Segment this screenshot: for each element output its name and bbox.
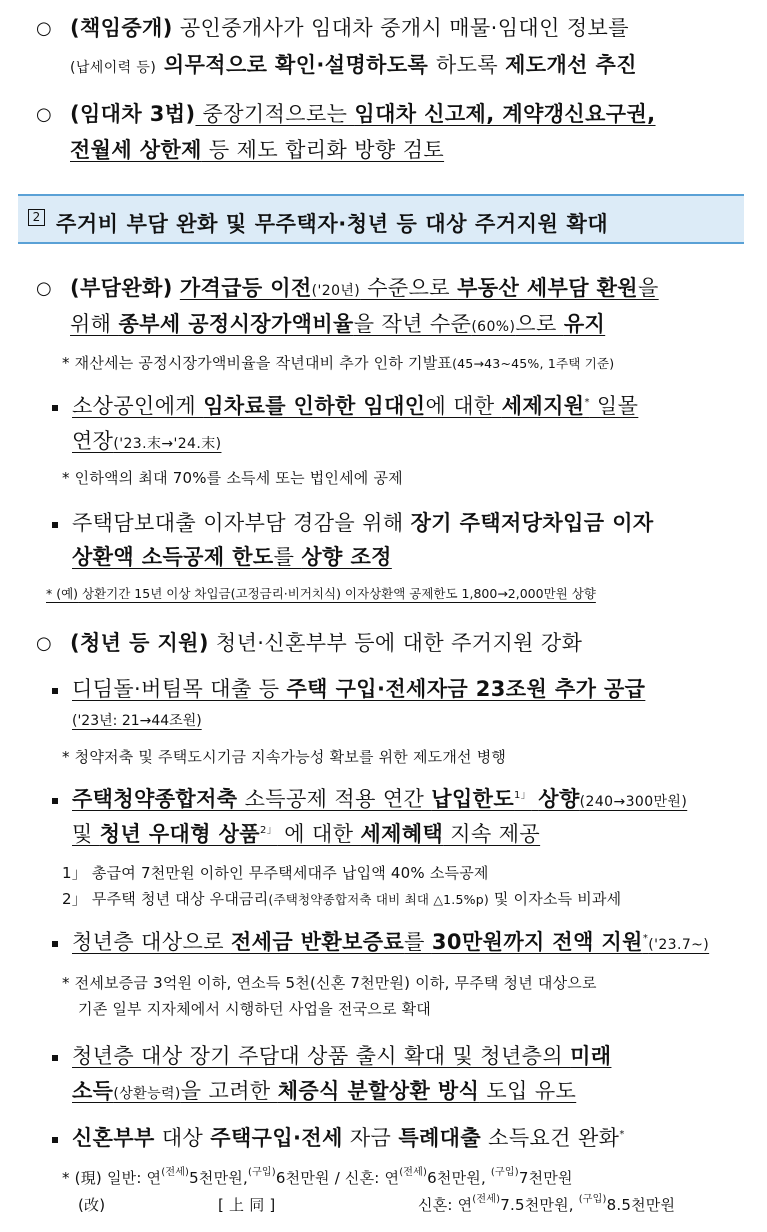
text <box>72 787 687 811</box>
text: * (現) 일반: 연 <box>62 1169 162 1187</box>
circle-bullet-icon: ○ <box>36 18 52 39</box>
text <box>72 677 645 701</box>
intro-item-1-label: (책임중개) <box>70 16 173 40</box>
text: (주택청약종합저축 대비 최대 △1.5%p) <box>268 892 489 907</box>
text: 6천만원, <box>427 1169 486 1187</box>
text: 상환액 소득공제 한도 <box>72 545 274 569</box>
text: 7천만원 <box>518 1169 573 1187</box>
text: 청년층 대상으로 <box>72 930 231 954</box>
circle-bullet-icon: ○ <box>36 278 52 299</box>
text: 자금 <box>342 1126 399 1150</box>
text: 지속 제공 <box>443 822 541 846</box>
text: 주택 구입·전세자금 23조원 추가 공급 <box>286 677 646 701</box>
text: ('23.7~) <box>648 937 710 953</box>
text: * (예) <box>46 586 79 601</box>
text: 세제혜택 <box>360 822 444 846</box>
relief-sub-2-line-2 <box>72 547 392 568</box>
text: (240→300만원) <box>579 794 688 810</box>
text: (구입) <box>490 1167 519 1178</box>
square-bullet-icon <box>52 405 58 411</box>
text: 부동산 세부담 환원 <box>457 276 638 300</box>
text <box>72 822 540 846</box>
text <box>70 312 605 336</box>
youth-table-row-revised <box>78 1198 105 1213</box>
section-header <box>18 194 744 244</box>
square-bullet-icon <box>52 1137 58 1143</box>
text: 소득요건 완화 <box>481 1126 620 1150</box>
text: 종부세 공정시장가액비율 <box>118 312 354 336</box>
youth-line-1 <box>70 633 582 654</box>
text: 소상공인에게 <box>72 394 204 418</box>
text: * <box>619 1129 625 1140</box>
intro-item-1-line-1 <box>70 18 629 39</box>
text: 공인중개사가 임대차 중개시 매물·임대인 정보를 <box>172 16 629 40</box>
text: 신혼: 연 <box>418 1196 473 1214</box>
text: 청년·신혼부부 등에 대한 주거지원 강화 <box>208 631 583 655</box>
text: 위해 <box>70 312 119 336</box>
text: 전월세 상한제 <box>70 138 202 162</box>
text: (납세이력 등) <box>70 60 157 76</box>
youth-sub-2-line-2 <box>72 824 540 845</box>
text: (구입) <box>247 1167 276 1178</box>
text: 신혼부부 <box>72 1126 155 1150</box>
relief-sub-1-line-1 <box>72 396 638 417</box>
text: 를 <box>404 930 432 954</box>
text: (상환능력) <box>113 1086 181 1102</box>
youth-sub-1-line-2 <box>72 714 202 728</box>
text: * <box>584 397 590 408</box>
relief-line-2 <box>70 314 605 335</box>
text: 및 이자소득 비과세 <box>488 890 622 908</box>
text: 제도개선 추진 <box>505 53 637 77</box>
square-bullet-icon <box>52 688 58 694</box>
text: 중장기적으로는 <box>195 102 355 126</box>
relief-note-3 <box>46 588 596 601</box>
text: 임차료를 인하한 임대인 <box>203 394 426 418</box>
text: 대상 <box>154 1126 211 1150</box>
text: 주택구입·전세 <box>210 1126 343 1150</box>
text: 7.5천만원, <box>500 1196 574 1214</box>
relief-sub-2-line-1 <box>72 513 654 534</box>
text: (전세) <box>472 1194 501 1205</box>
square-bullet-icon <box>52 1055 58 1061</box>
circle-bullet-icon: ○ <box>36 104 52 125</box>
text: 1」 <box>514 790 532 801</box>
text <box>72 930 709 954</box>
text <box>72 545 392 569</box>
square-bullet-icon <box>52 941 58 947</box>
text: 유지 <box>563 312 606 336</box>
intro-item-1-line-2 <box>70 55 637 76</box>
text: * <box>642 933 649 944</box>
text: (전세) <box>399 1167 428 1178</box>
text: 청년 우대형 상품 <box>99 822 260 846</box>
relief-note-2: * 인하액의 최대 70%를 소득세 또는 법인세에 공제 <box>62 469 403 487</box>
youth-sub-2-line-1 <box>72 789 687 810</box>
text: (구입) <box>578 1194 607 1205</box>
youth-table-row-revised-same: [ 上 同 ] <box>218 1196 276 1214</box>
text: 상향 <box>538 787 580 811</box>
text: 등 제도 합리화 방향 검토 <box>201 138 445 162</box>
text: 체증식 분할상환 방식 <box>277 1079 480 1103</box>
text: (전세) <box>161 1167 190 1178</box>
text: 디딤돌·버팀목 대출 등 <box>72 677 287 701</box>
text: 연장 <box>72 429 114 453</box>
intro-item-2-label: (임대차 3법) <box>70 102 196 126</box>
intro-item-2-line-1 <box>70 104 656 125</box>
text: 주택담보대출 이자부담 경감을 위해 <box>72 511 411 535</box>
text: 를 <box>273 545 302 569</box>
text: ('20년) <box>311 283 361 299</box>
text: * 재산세는 공정시장가액비율을 작년대비 추가 인하 기발표 <box>62 354 453 372</box>
youth-footnote-1: 1」 총급여 7천만원 이하인 무주택세대주 납입액 40% 소득공제 <box>62 864 489 882</box>
youth-sub-1-line-1 <box>72 679 645 700</box>
text: 수준으로 <box>360 276 458 300</box>
text: 상환기간 15년 이상 차입금(고정금리·비거치식) 이자상환액 공제한도 1,800→2,000만원 상향 <box>78 586 596 601</box>
text: 으로 <box>515 312 564 336</box>
text <box>72 394 638 418</box>
text: 2」 무주택 청년 대상 우대금리 <box>62 890 269 908</box>
youth-table-row-current <box>62 1167 573 1187</box>
text: 도입 유도 <box>479 1079 577 1103</box>
square-bullet-icon <box>52 798 58 804</box>
text: 특례대출 <box>398 1126 482 1150</box>
text: 을 작년 수준 <box>353 312 472 336</box>
youth-sub-4-line-1 <box>72 1046 611 1067</box>
text: 납입한도 <box>431 787 515 811</box>
text <box>72 1079 576 1103</box>
text: 30만원까지 전액 지원 <box>431 930 643 954</box>
text: 청년층 대상 장기 주담대 상품 출시 확대 및 청년층의 <box>72 1044 571 1068</box>
text: 전세금 반환보증료 <box>230 930 405 954</box>
text: 및 <box>72 822 100 846</box>
text: 미래 <box>570 1044 612 1068</box>
youth-label: (청년 등 지원) <box>70 631 209 655</box>
text: (改) <box>78 1196 106 1214</box>
text: 8.5천만원 <box>606 1196 676 1214</box>
text: ('23년: 21→44조원) <box>72 713 202 729</box>
text: 의무적으로 확인·설명하도록 <box>156 53 436 77</box>
text: (45→43~45%, 1주택 기준) <box>452 356 615 371</box>
youth-note-2-line-1: * 전세보증금 3억원 이하, 연소득 5천(신혼 7천만원) 이하, 무주택 청년 대상으로 <box>62 974 597 992</box>
text: 상향 조정 <box>301 545 392 569</box>
text: 에 대한 <box>277 822 361 846</box>
section-number: 2 <box>28 209 45 226</box>
text: 일몰 <box>589 394 639 418</box>
text: (60%) <box>471 319 516 335</box>
text: 5천만원, <box>189 1169 248 1187</box>
youth-note-2-line-2: 기존 일부 지자체에서 시행하던 사업을 전국으로 확대 <box>78 1000 431 1018</box>
text: 소득 <box>72 1079 114 1103</box>
youth-sub-5 <box>72 1128 625 1149</box>
text: 장기 주택저당차입금 이자 <box>410 511 654 535</box>
youth-table-row-revised-newlywed <box>418 1194 676 1214</box>
text: 2」 <box>260 825 278 836</box>
text: 6천만원 / 신혼: 연 <box>275 1169 400 1187</box>
text: 을 고려한 <box>180 1079 278 1103</box>
intro-item-2-line-2 <box>70 140 444 161</box>
youth-note-1: * 청약저축 및 주택도시기금 지속가능성 확보를 위한 제도개선 병행 <box>62 748 507 766</box>
youth-sub-3-line-1 <box>72 932 709 953</box>
youth-sub-4-line-2 <box>72 1081 576 1102</box>
text: 소득공제 적용 연간 <box>237 787 432 811</box>
relief-line-1 <box>70 278 659 299</box>
text <box>180 276 659 300</box>
text: ('23.末→'24.末) <box>113 436 222 452</box>
text: 하도록 <box>435 53 506 77</box>
relief-sub-1-line-2 <box>72 431 221 452</box>
circle-bullet-icon: ○ <box>36 633 52 654</box>
square-bullet-icon <box>52 522 58 528</box>
youth-footnote-2 <box>62 892 621 907</box>
relief-label: (부담완화) <box>70 276 173 300</box>
text: 세제지원 <box>501 394 585 418</box>
text <box>72 1044 611 1068</box>
section-title: 주거비 부담 완화 및 무주택자·청년 등 대상 주거지원 확대 <box>56 212 609 236</box>
text: 에 대한 <box>425 394 502 418</box>
text: 임대차 신고제, 계약갱신요구권, <box>354 102 656 126</box>
text: 을 <box>638 276 659 300</box>
text: 가격급등 이전 <box>179 276 312 300</box>
text <box>72 429 221 453</box>
text: 주택청약종합저축 <box>72 787 238 811</box>
relief-note-1 <box>62 356 614 371</box>
